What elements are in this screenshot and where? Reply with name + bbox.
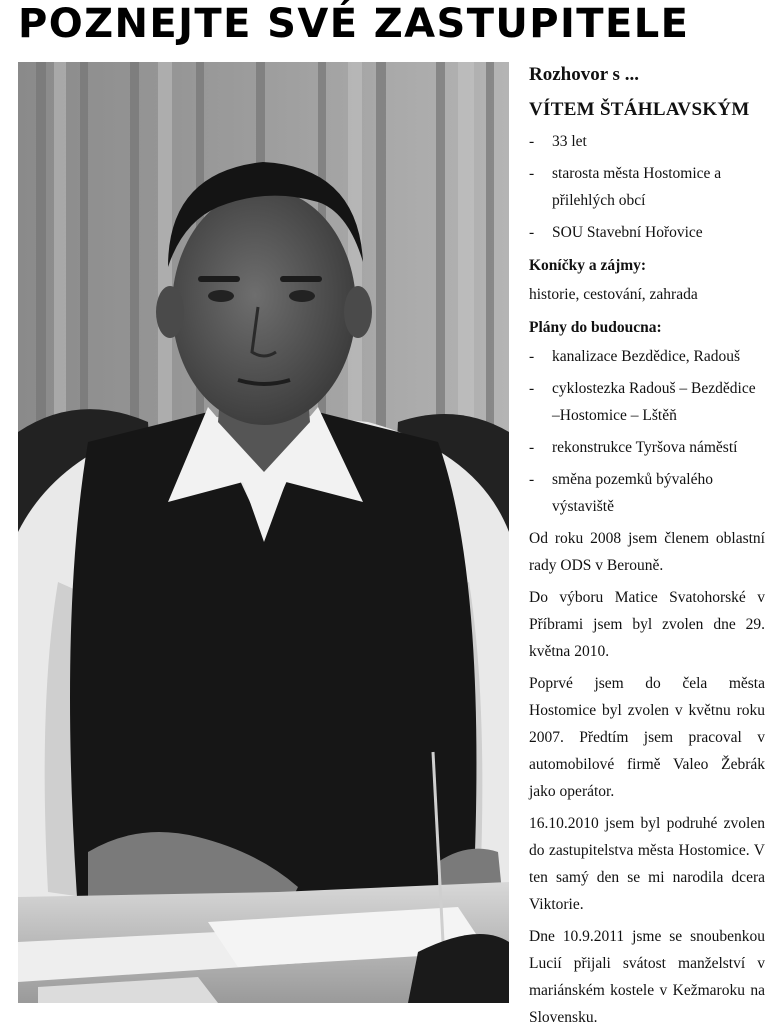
plan-text: kanalizace Bezdědice, Radouš: [552, 348, 741, 365]
plan-text: rekonstrukce Tyršova náměstí: [552, 439, 738, 456]
plan-text: cyklostezka Radouš – Bezdědice –Hostomice – Lštěň: [552, 380, 756, 424]
list-item: [529, 434, 765, 461]
fact-text: 33 let: [552, 133, 587, 150]
list-item: [529, 375, 765, 429]
fact-text: starosta města Hostomice a přilehlých obcí: [552, 165, 722, 209]
facts-list: [529, 128, 765, 246]
plans-list: [529, 343, 765, 520]
dash-bullet: -: [529, 165, 535, 182]
body-paragraph: Poprvé jsem do čela města Hostomice byl zvolen v květnu roku 2007. Předtím jsem pracoval v automobilové firmě Valeo Žebrák jako operátor.: [529, 675, 765, 800]
plan-text: směna pozemků bývalého výstaviště: [552, 471, 713, 515]
dash-bullet: -: [529, 380, 535, 397]
interviewee-name: VÍTEM ŠTÁHLAVSKÝM: [529, 99, 750, 120]
hobbies-text: historie, cestování, zahrada: [529, 286, 698, 303]
list-item: [529, 160, 765, 214]
dash-bullet: -: [529, 471, 535, 488]
body-paragraph: Od roku 2008 jsem členem oblastní rady ODS v Berouně.: [529, 530, 765, 574]
dash-bullet: -: [529, 133, 535, 150]
interview-column: [529, 60, 765, 1036]
page-headline: POZNEJTE SVÉ ZASTUPITELE: [18, 1, 690, 47]
body-paragraph: Do výboru Matice Svatohorské v Příbrami jsem byl zvolen dne 29. května 2010.: [529, 589, 765, 660]
fact-text: SOU Stavební Hořovice: [552, 224, 703, 241]
list-item: [529, 343, 765, 370]
body-paragraph: 16.10.2010 jsem byl podruhé zvolen do zastupitelstva města Hostomice. V ten samý den se mi narodila dcera Viktorie.: [529, 815, 765, 913]
list-item: [529, 128, 765, 155]
dash-bullet: -: [529, 348, 535, 365]
dash-bullet: -: [529, 439, 535, 456]
body-paragraph: Dne 10.9.2011 jsme se snoubenkou Lucií přijali svátost manželství v mariánském kostele v Kežmaroku na Slovensku.: [529, 928, 765, 1026]
list-item: [529, 219, 765, 246]
hobbies-heading: Koníčky a zájmy:: [529, 257, 647, 274]
interview-kicker: Rozhovor s ...: [529, 64, 639, 85]
portrait-photo: [18, 62, 509, 1003]
dash-bullet: -: [529, 224, 535, 241]
plans-heading: Plány do budoucna:: [529, 319, 662, 336]
list-item: [529, 466, 765, 520]
